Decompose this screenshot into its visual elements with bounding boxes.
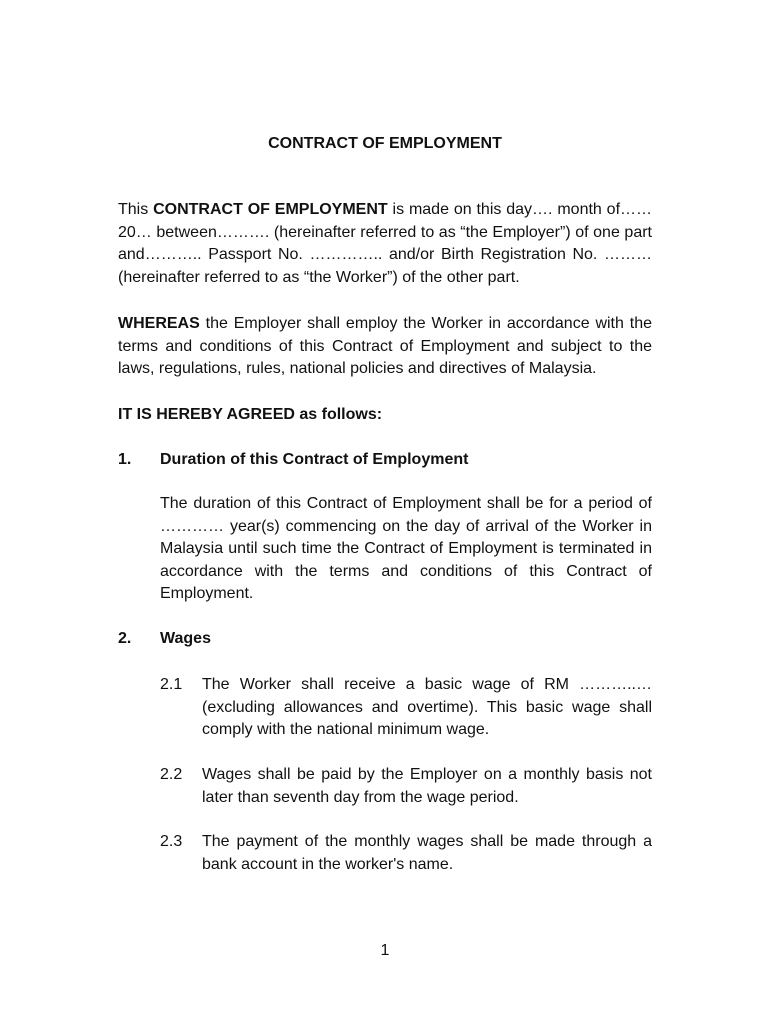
intro-paragraph — [118, 199, 652, 289]
clause-2-1 — [160, 674, 652, 742]
clause-2-2-number: 2.2 — [160, 766, 183, 783]
agreed-statement: IT IS HEREBY AGREED as follows: — [118, 406, 383, 423]
intro-lead: This — [118, 201, 154, 218]
section-1-heading — [118, 449, 468, 472]
document-title: CONTRACT OF EMPLOYMENT — [268, 135, 502, 152]
section-2-title: Wages — [160, 630, 211, 647]
clause-2-2 — [160, 764, 652, 809]
clause-2-3 — [160, 831, 652, 876]
intro-rest: is made on this day…. month of……20… between………. (hereinafter referred to as “the Employer”) of one part and……….. Passport No. ………….. and/or Birth Registration No. ……… (hereinafter referred to as “the Worker”) of the other part. — [118, 201, 653, 286]
clause-2-1-number: 2.1 — [160, 676, 183, 693]
intro-bold: CONTRACT OF EMPLOYMENT — [153, 201, 388, 218]
section-1-number: 1. — [118, 451, 132, 468]
clause-2-3-text: The payment of the monthly wages shall be made through a bank account in the worker's name. — [202, 833, 652, 873]
whereas-bold: WHEREAS — [118, 315, 200, 332]
clause-2-2-text: Wages shall be paid by the Employer on a monthly basis not later than seventh day from the wage period. — [202, 766, 652, 806]
page-number: 1 — [380, 942, 390, 959]
whereas-paragraph — [118, 313, 652, 381]
clause-2-3-number: 2.3 — [160, 833, 183, 850]
section-1-title: Duration of this Contract of Employment — [160, 451, 469, 468]
section-1-text: The duration of this Contract of Employment shall be for a period of ………… year(s) commencing on the day of arrival of the Worker in Malaysia until such time the Contract of Employment is terminated in accordance with the terms and conditions of this Contract of Employment. — [160, 495, 652, 602]
section-2-heading — [118, 628, 211, 651]
whereas-rest: the Employer shall employ the Worker in accordance with the terms and conditions of this Contract of Employment and subject to the laws, regulations, rules, national policies and directives of Malaysia. — [118, 315, 652, 377]
section-2-number: 2. — [118, 630, 132, 647]
clause-2-1-text: The Worker shall receive a basic wage of RM ………..… (excluding allowances and overtime). This basic wage shall comply with the national minimum wage. — [202, 676, 652, 738]
